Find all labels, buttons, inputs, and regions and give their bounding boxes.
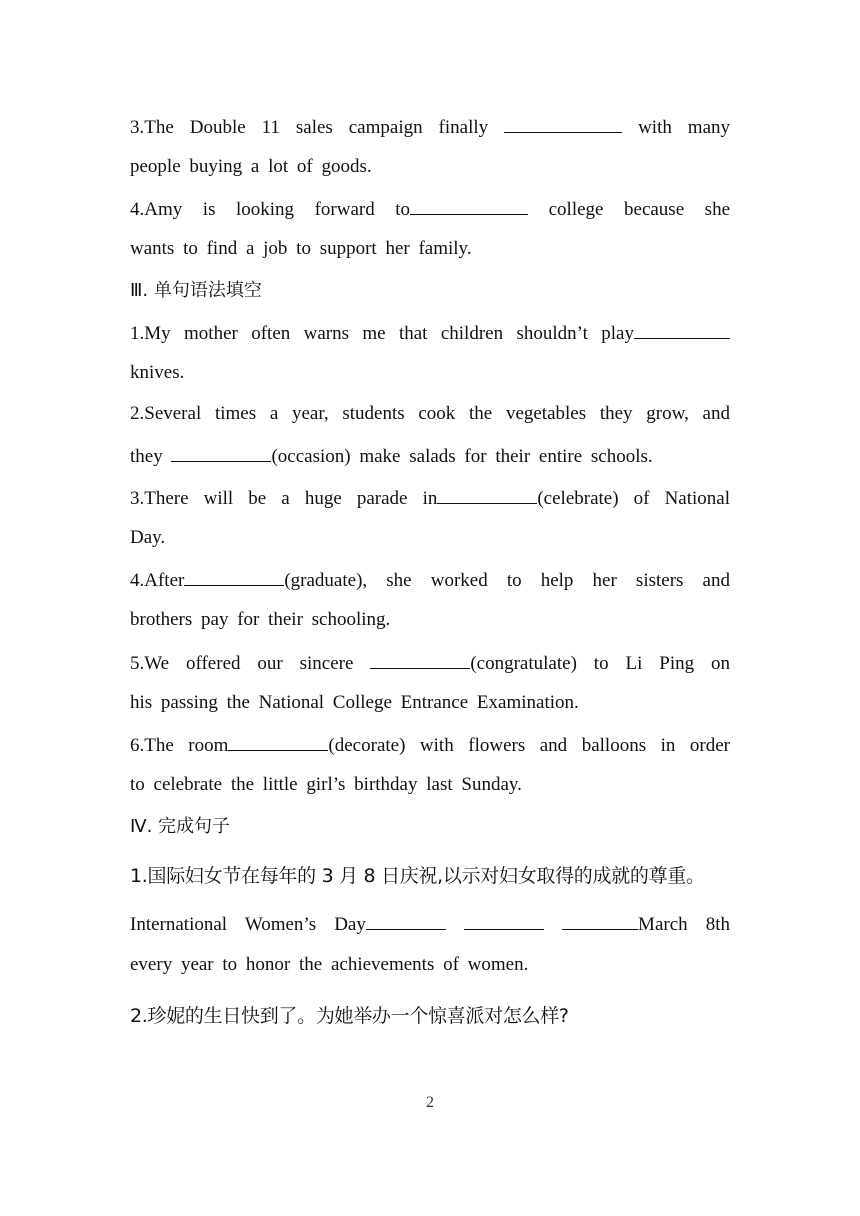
answer-blank[interactable]: [464, 911, 544, 930]
s3-q1-line2: knives.: [130, 362, 185, 383]
answer-blank[interactable]: [634, 320, 730, 339]
section-heading: Ⅳ. 完成句子: [130, 816, 231, 837]
answer-blank[interactable]: [437, 485, 537, 504]
answer-blank[interactable]: [171, 443, 271, 462]
answer-blank[interactable]: [366, 911, 446, 930]
s3-q4-line1: 4.After (graduate), she worked to help her sisters and: [130, 567, 730, 593]
answer-blank[interactable]: [228, 732, 328, 751]
s2-q4-line1: 4.Amy is looking forward to college because she: [130, 196, 730, 222]
s4-q2-chinese: 2.珍妮的生日快到了。为她举办一个惊喜派对怎么样?: [130, 1005, 569, 1027]
s3-q1-line1: 1.My mother often warns me that children shouldn’t play: [130, 320, 730, 346]
s3-q5-line2: his passing the National College Entrance Examination.: [130, 692, 579, 713]
s3-q3-line1: 3.There will be a huge parade in (celebrate) of National: [130, 485, 730, 511]
answer-blank[interactable]: [410, 196, 528, 215]
s4-q1-line2: every year to honor the achievements of women.: [130, 954, 529, 975]
s3-q4-line2: brothers pay for their schooling.: [130, 609, 391, 630]
s3-q6-line1: 6.The room (decorate) with flowers and balloons in order: [130, 732, 730, 758]
s4-q1-chinese: 1.国际妇女节在每年的 3 月 8 日庆祝,以示对妇女取得的成就的尊重。: [130, 865, 705, 887]
s3-q6-line2: to celebrate the little girl’s birthday last Sunday.: [130, 774, 522, 795]
page-number: 2: [426, 1094, 434, 1111]
answer-blank[interactable]: [370, 650, 470, 669]
s2-q3-line1: 3.The Double 11 sales campaign finally with many: [130, 114, 730, 140]
answer-blank[interactable]: [504, 114, 622, 133]
section-heading: Ⅲ. 单句语法填空: [130, 280, 262, 301]
answer-blank[interactable]: [562, 911, 638, 930]
s3-q5-line1: 5.We offered our sincere (congratulate) to Li Ping on: [130, 650, 730, 676]
answer-blank[interactable]: [184, 567, 284, 586]
s4-q1-line1: International Women’s Day March 8th: [130, 911, 730, 937]
s3-q2-line2: they (occasion) make salads for their entire schools.: [130, 443, 730, 469]
s3-q2-line1: 2.Several times a year, students cook the vegetables they grow, and: [130, 403, 730, 424]
s3-q3-line2: Day.: [130, 527, 166, 548]
s2-q3-line2: people buying a lot of goods.: [130, 156, 372, 177]
s2-q4-line2: wants to find a job to support her family.: [130, 238, 472, 259]
